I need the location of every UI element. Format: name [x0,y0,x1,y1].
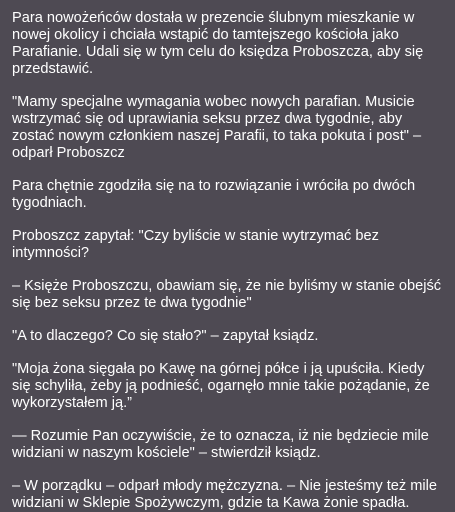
paragraph-priest-why: "A to dlaczego? Co się stało?" – zapytał ksiądz. [12,328,319,344]
paragraph-priest-question: Proboszcz zapytał: "Czy byliście w stanie wytrzymać bez intymności? [12,228,379,261]
paragraph-couple-answer: – Księże Proboszczu, obawiam się, że nie byliśmy w stanie obejść się bez seksu przez te dwa tygodnie" [12,278,442,311]
paragraph-intro: Para nowożeńców dostała w prezencie ślubnym mieszkanie w nowej okolicy i chciała wstąpić do tamtejszego kościoła jako Parafianie. Udali się w tym celu do księdza Proboszcza, aby się przedstawić. [12,10,424,77]
paragraph-husband-story: "Moja żona sięgała po Kawę na górnej półce i ją upuściła. Kiedy się schyliła, żeby ją podnieść, ogarnęło mnie takie pożądanie, że wykorzystałem ją.” [12,361,430,411]
paragraph-punchline: – W porządku – odparł młody mężczyzna. – Nie jesteśmy też mile widziani w Sklepie Spożywczym, gdzie ta Kawa żonie spadła. [12,478,438,511]
paragraph-priest-verdict: — Rozumie Pan oczywiście, że to oznacza, iż nie będziecie mile widziani w naszym kościele" – stwierdził ksiądz. [12,428,429,461]
paragraph-couple-agrees: Para chętnie zgodziła się na to rozwiązanie i wróciła po dwóch tygodniach. [12,178,416,211]
paragraph-priest-requirements: "Mamy specjalne wymagania wobec nowych parafian. Musicie wstrzymać się od uprawiania seksu przez dwa tygodnie, aby zostać nowym członkiem naszej Parafii, to taka pokuta i post" – odparł Proboszcz [12,94,422,161]
